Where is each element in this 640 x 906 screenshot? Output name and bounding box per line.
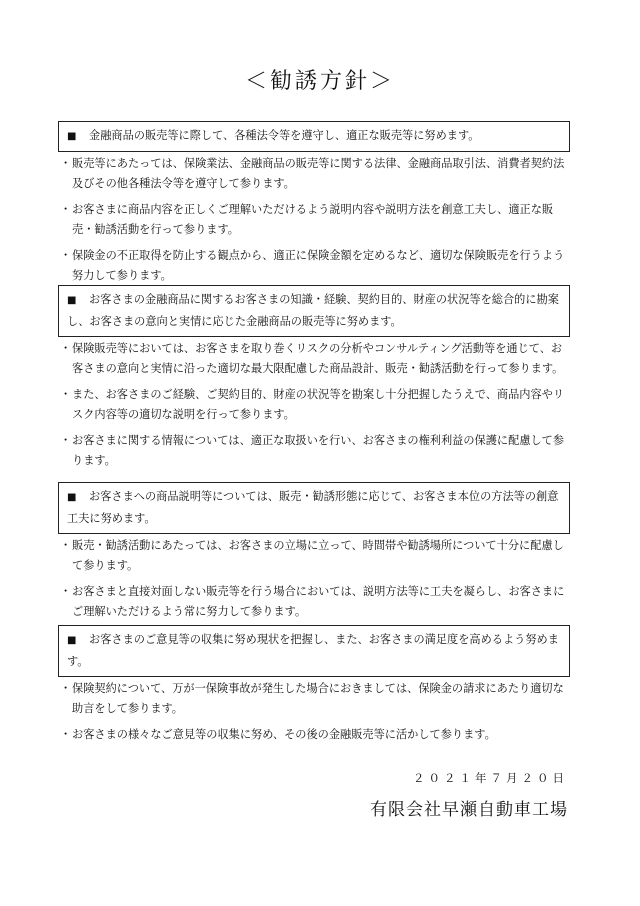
list-item (58, 200, 570, 240)
item-text: お客さまに関する情報については、適正な取扱いを行い、お客さまの権利利益の保護に配慮して参ります。 (72, 434, 565, 467)
section-heading-box (58, 285, 570, 337)
issue-date: ２０２１年７月２０日 (413, 771, 568, 785)
item-text: 保険金の不正取得を防止する観点から、適正に保険金額を定めるなど、適切な保険販売を行うよう努力して参ります。 (72, 249, 565, 282)
list-item (58, 431, 570, 471)
dot-bullet-icon: ・ (60, 434, 72, 447)
list-item (58, 385, 570, 425)
dot-bullet-icon: ・ (60, 585, 72, 598)
section-heading: 金融商品の販売等に際して、各種法令等を遵守し、適正な販売等に努めます。 (89, 129, 480, 142)
square-bullet-icon: ■ (67, 131, 77, 142)
dot-bullet-icon: ・ (60, 682, 72, 695)
dot-bullet-icon: ・ (60, 388, 72, 401)
item-text: 販売等にあたっては、保険業法、金融商品の販売等に関する法律、金融商品取引法、消費者契約法及びその他各種法令等を遵守して参ります。 (72, 157, 565, 190)
section-item-list (58, 679, 570, 745)
dot-bullet-icon: ・ (60, 728, 72, 741)
item-text: お客さまの様々なご意見等の収集に努め、その後の金融販売等に活かして参ります。 (72, 728, 496, 741)
list-item (58, 154, 570, 194)
item-text: 保険契約について、万が一保険事故が発生した場合におきましては、保険金の請求にあたり適切な助言をして参ります。 (72, 682, 564, 715)
dot-bullet-icon: ・ (60, 157, 72, 170)
section-item-list (58, 536, 570, 622)
dot-bullet-icon: ・ (60, 203, 72, 216)
section-heading: お客さまの金融商品に関するお客さまの知識・経験、契約目的、財産の状況等を総合的に勘案し、お客さまの意向と実情に応じた金融商品の販売等に努めます。 (67, 293, 559, 328)
section-heading: お客さまのご意見等の収集に努め現状を把握し、また、お客さまの満足度を高めるよう努めます。 (67, 633, 559, 668)
dot-bullet-icon: ・ (60, 342, 72, 355)
list-item (58, 725, 570, 745)
policy-section-4 (58, 625, 570, 751)
section-heading-box (58, 625, 570, 677)
item-text: お客さまに商品内容を正しくご理解いただけるよう説明内容や説明方法を創意工夫し、適正な販売・勧誘活動を行って参ります。 (72, 203, 554, 236)
dot-bullet-icon: ・ (60, 539, 72, 552)
item-text: 保険販売等においては、お客さまを取り巻くリスクの分析やコンサルティング活動等を通じて、お客さまの意向と実情に沿った適切な最大限配慮した商品設計、販売・勧誘活動を行って参ります。 (72, 342, 564, 375)
list-item (58, 582, 570, 622)
section-heading: お客さまへの商品説明等については、販売・勧誘形態に応じて、お客さま本位の方法等の創意工夫に努めます。 (67, 490, 559, 525)
item-text: 販売・勧誘活動にあたっては、お客さまの立場に立って、時間帯や勧誘場所について十分に配慮して参ります。 (72, 539, 564, 572)
policy-section-1 (58, 121, 570, 292)
item-text: また、お客さまのご経験、ご契約目的、財産の状況等を勘案し十分把握したうえで、商品内容やリスク内容等の適切な説明を行って参ります。 (72, 388, 565, 421)
company-name: 有限会社早瀬自動車工場 (370, 800, 568, 820)
section-item-list (58, 339, 570, 471)
policy-section-2 (58, 285, 570, 477)
section-heading-box (58, 121, 570, 152)
list-item (58, 339, 570, 379)
list-item (58, 246, 570, 286)
item-text: お客さまと直接対面しない販売等を行う場合においては、説明方法等に工夫を凝らし、お客さまにご理解いただけるよう常に努力して参ります。 (72, 585, 565, 618)
square-bullet-icon: ■ (67, 635, 77, 646)
square-bullet-icon: ■ (67, 492, 77, 503)
section-heading-box (58, 482, 570, 534)
section-item-list (58, 154, 570, 286)
dot-bullet-icon: ・ (60, 249, 72, 262)
list-item (58, 679, 570, 719)
page-title: ＜勧誘方針＞ (244, 69, 395, 94)
list-item (58, 536, 570, 576)
policy-section-3 (58, 482, 570, 628)
square-bullet-icon: ■ (67, 295, 77, 306)
